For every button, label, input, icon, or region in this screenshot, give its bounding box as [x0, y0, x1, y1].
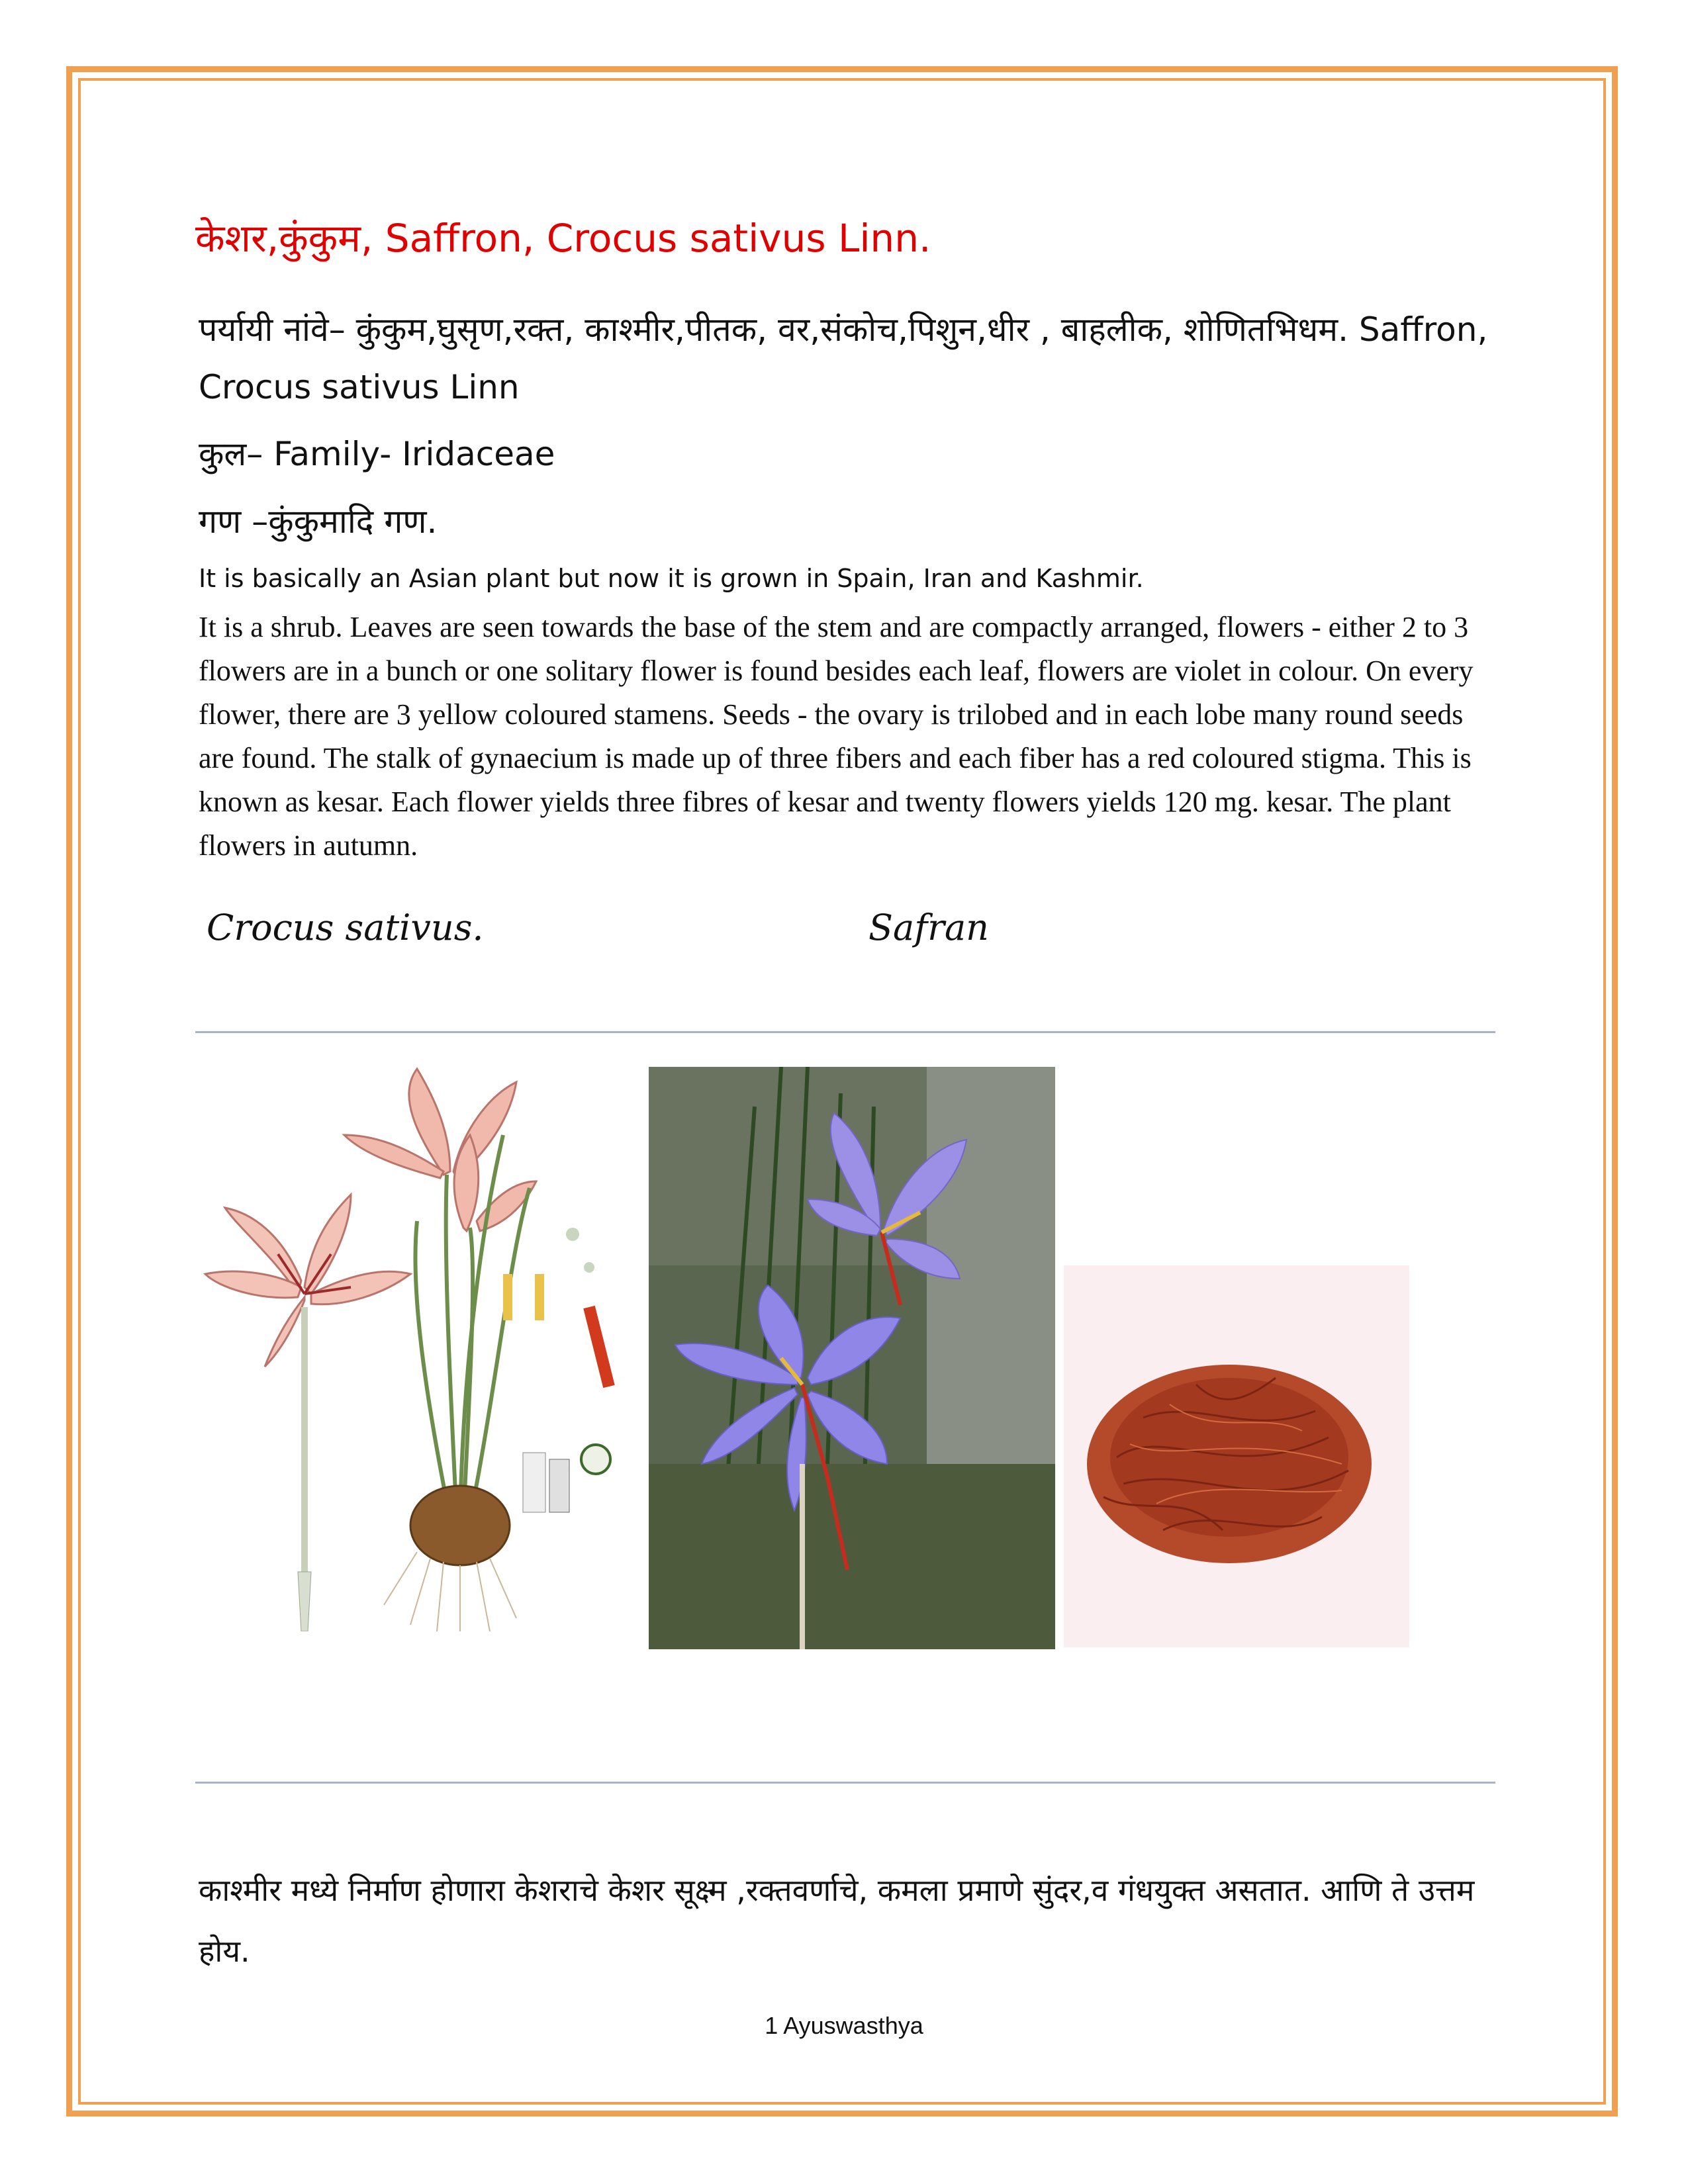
intro-text: It is basically an Asian plant but now it is grown in Spain, Iran and Kashmir. — [199, 564, 1144, 593]
caption-left: Crocus sativus. — [207, 907, 484, 948]
rule-top — [195, 1031, 1495, 1033]
synonyms-line-1: पर्यायी नांवे– कुंकुम,घुसृण,रक्त, काश्मीर,पीतक, वर,संकोच,पिशुन,धीर , बाहलीक, शोणितभिधम. Saffron, — [199, 310, 1488, 349]
marathi-note: काश्मीर मध्ये निर्माण होणारा केशराचे केशर सूक्ष्म ,रक्तवर्णाचे, कमला प्रमाणे सुंदर,व गंधयुक्त असतात. आणि ते उत्तम होय. — [199, 1872, 1475, 1969]
family-line: कुल– Family- Iridaceae — [199, 435, 555, 473]
rule-bottom — [195, 1782, 1495, 1784]
caption-right: Safran — [868, 907, 989, 948]
flower-photo — [649, 1067, 1055, 1649]
page-footer: 1 Ayuswasthya — [765, 2012, 923, 2039]
botanical-illustration — [199, 1056, 635, 1631]
description-paragraph: It is a shrub. Leaves are seen towards the base of the stem and are compactly arranged, flowers - either 2 to 3 flowers are in a bunch or one solitary flower is found besides each leaf, flowers are violet in colour. On every flower, there are 3 yellow coloured stamens. Seeds - the ovary is trilobed and in each lobe many round seeds are found. The stalk of gynaecium is made up of three fibers and each fiber has a red coloured stigma. This is known as kesar. Each flower yields three fibres of kesar and twenty flowers yields 120 mg. kesar. The plant flowers in autumn. — [199, 611, 1474, 862]
saffron-threads-photo — [1064, 1265, 1409, 1647]
page-title: केशर,कुंकुम, Saffron, Crocus sativus Linn. — [195, 216, 931, 261]
synonyms-line-2: Crocus sativus Linn — [199, 368, 520, 406]
gana-line: गण –कुंकुमादि गण. — [199, 502, 438, 541]
